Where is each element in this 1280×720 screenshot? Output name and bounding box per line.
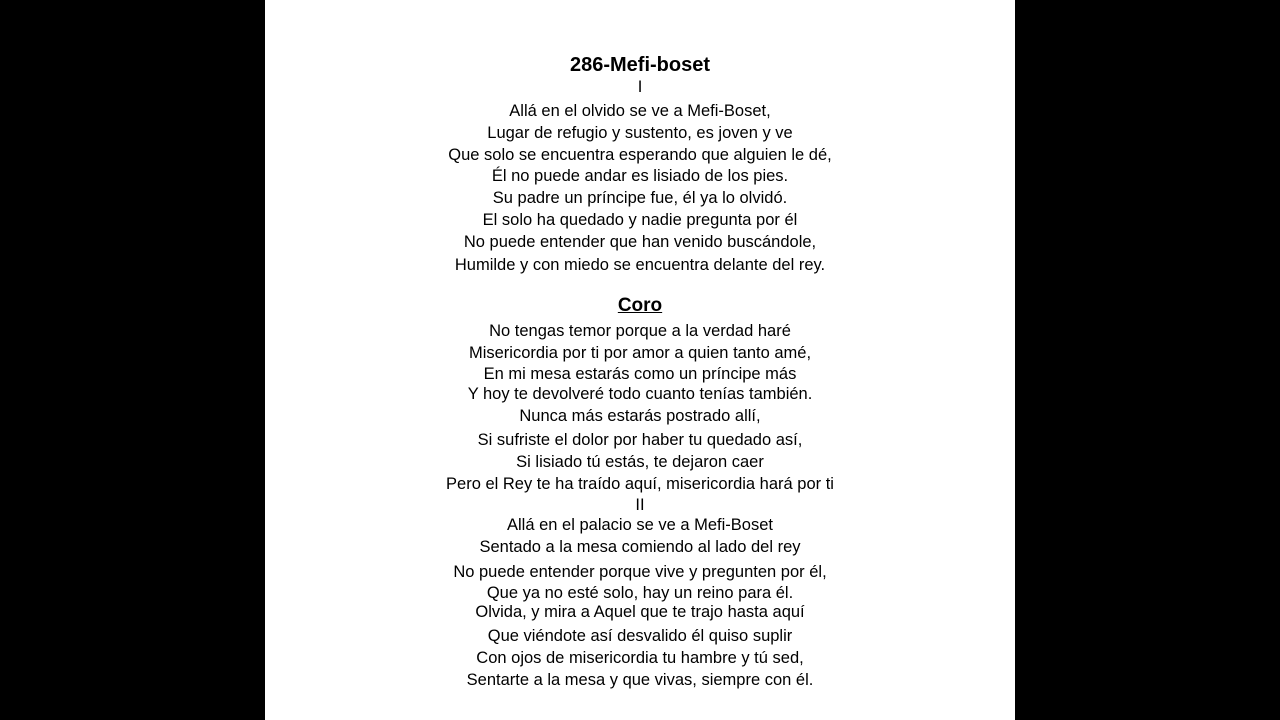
lyric-line: Su padre un príncipe fue, él ya lo olvidó. xyxy=(492,189,788,207)
verse-marker: I xyxy=(637,78,643,96)
lyric-line: Si lisiado tú estás, te dejaron caer xyxy=(516,453,764,471)
lyric-line: Nunca más estarás postrado allí, xyxy=(519,407,761,425)
lyric-line: Con ojos de misericordia tu hambre y tú sed, xyxy=(476,649,804,667)
lyric-line: Pero el Rey te ha traído aquí, misericordia hará por ti xyxy=(446,475,834,493)
lyric-line: Allá en el olvido se ve a Mefi-Boset, xyxy=(509,102,771,120)
lyric-line: Allá en el palacio se ve a Mefi-Boset xyxy=(507,516,773,534)
lyric-line: Misericordia por ti por amor a quien tanto amé, xyxy=(468,344,812,362)
lyric-line: Que ya no esté solo, hay un reino para él. xyxy=(486,584,794,602)
lyric-line: No puede entender porque vive y pregunten por él, xyxy=(453,563,827,581)
song-title: 286-Mefi-boset xyxy=(569,54,711,76)
lyric-line: El solo ha quedado y nadie pregunta por él xyxy=(482,211,798,229)
lyric-line: Humilde y con miedo se encuentra delante del rey. xyxy=(454,256,826,274)
lyric-line: No tengas temor porque a la verdad haré xyxy=(489,322,791,340)
lyric-line: Sentado a la mesa comiendo al lado del rey xyxy=(479,538,801,556)
lyric-line: Y hoy te devolveré todo cuanto tenías también. xyxy=(467,385,813,403)
lyric-line: Él no puede andar es lisiado de los pies. xyxy=(491,167,789,185)
lyric-line: En mi mesa estarás como un príncipe más xyxy=(483,365,797,383)
lyric-line: Sentarte a la mesa y que vivas, siempre con él. xyxy=(466,671,814,689)
chorus-heading: Coro xyxy=(617,295,663,316)
lyric-line: Si sufriste el dolor por haber tu quedado así, xyxy=(477,431,803,449)
verse-marker: II xyxy=(635,496,645,514)
lyric-line: Que viéndote así desvalido él quiso suplir xyxy=(487,627,793,645)
lyric-line: Olvida, y mira a Aquel que te trajo hasta aquí xyxy=(475,603,805,621)
lyric-line: No puede entender que han venido buscándole, xyxy=(463,233,817,251)
lyric-line: Que solo se encuentra esperando que alguien le dé, xyxy=(448,146,832,164)
lyric-line: Lugar de refugio y sustento, es joven y ve xyxy=(487,124,793,142)
document-page xyxy=(265,0,1015,720)
